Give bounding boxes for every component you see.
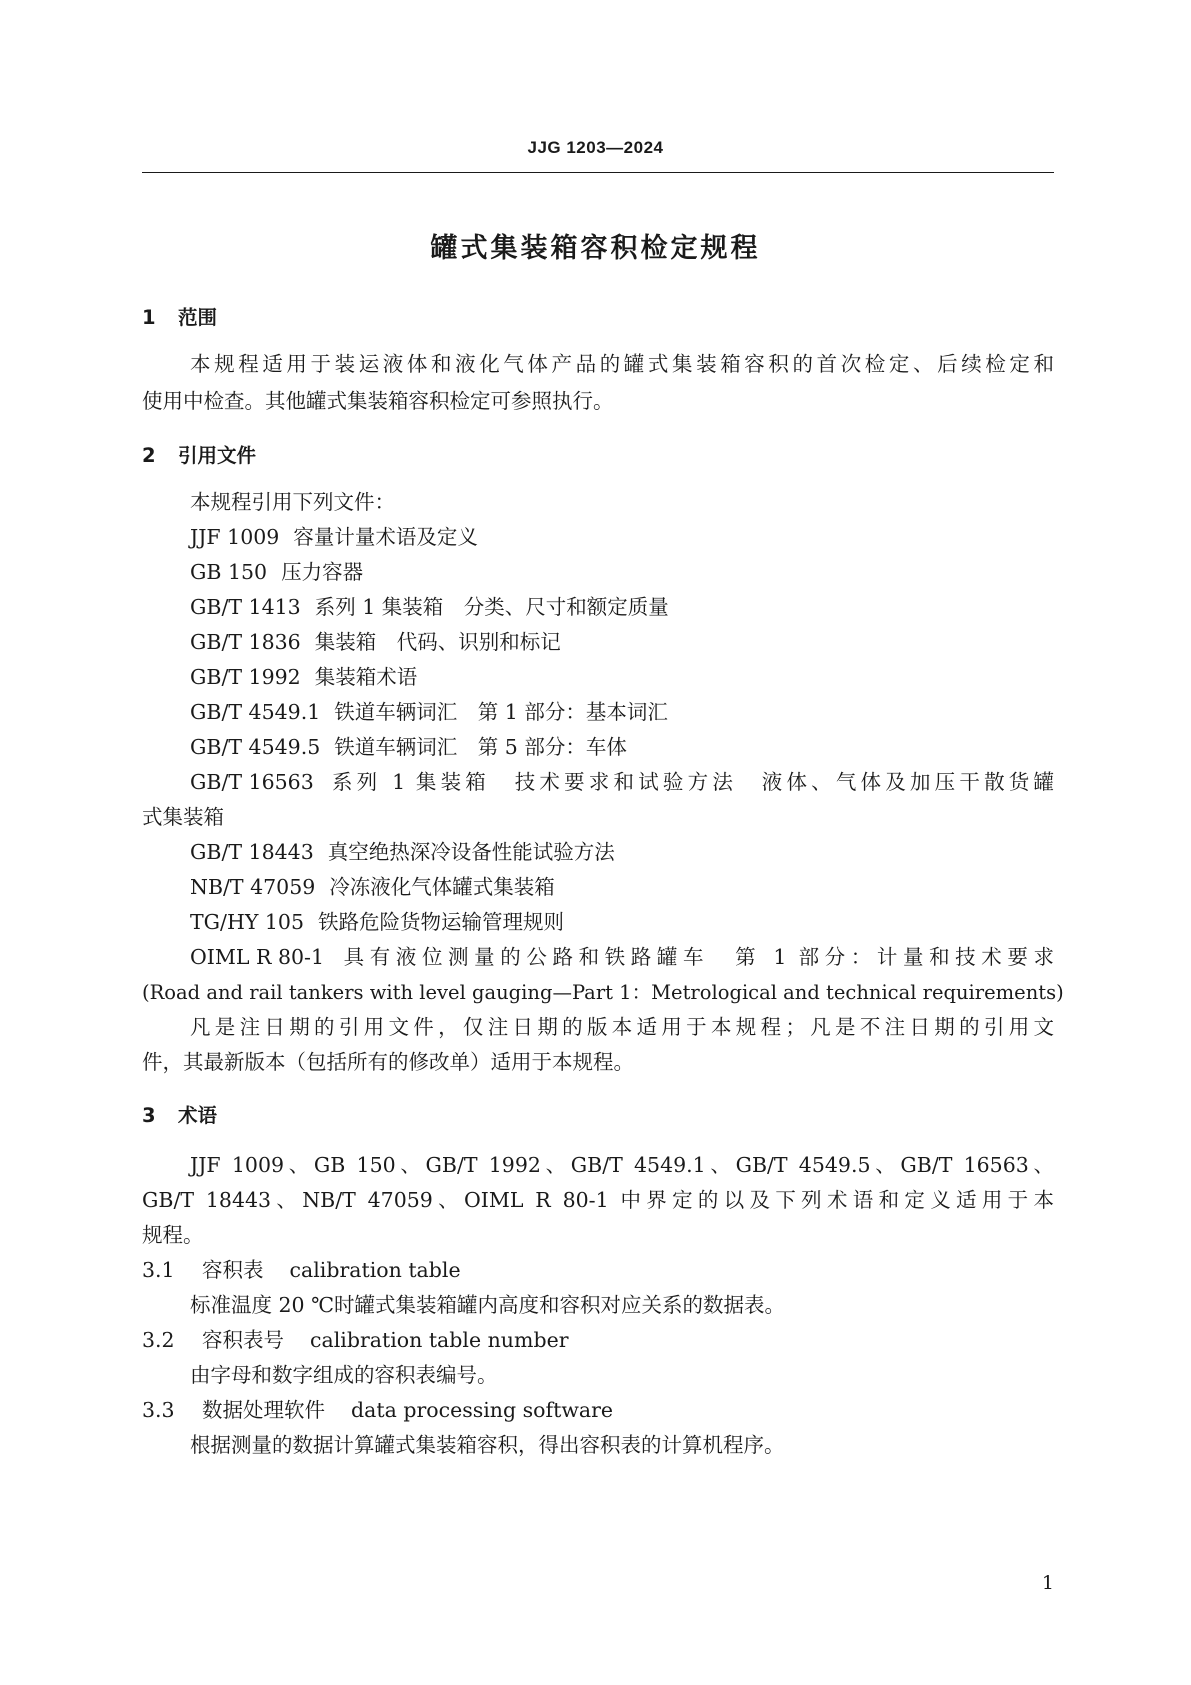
document-title: 罐式集装箱容积检定规程 <box>430 233 761 264</box>
reference-english-title: (Road and rail tankers with level gauging—Part 1：Metrological and technical requirements) <box>142 981 1064 1004</box>
reference-title: 铁道车辆词汇 第 5 部分：车体 <box>334 735 627 759</box>
references-note-line-2: 件，其最新版本（包括所有的修改单）适用于本规程。 <box>142 1050 634 1074</box>
reference-title: 集装箱 代码、识别和标记 <box>314 630 561 654</box>
term-english: calibration table <box>289 1258 461 1282</box>
reference-item <box>190 624 1054 661</box>
term-number: 3.1 <box>142 1258 175 1282</box>
section-number: 3 <box>142 1104 156 1127</box>
term-definition: 标准温度 20 ℃时罐式集装箱罐内高度和容积对应关系的数据表。 <box>190 1293 786 1317</box>
term-heading <box>142 1322 569 1359</box>
header-rule <box>142 172 1054 173</box>
references-note-line-1: 凡是注日期的引用文件，仅注日期的版本适用于本规程；凡是不注日期的引用文 <box>190 1015 1054 1039</box>
term-heading <box>142 1252 461 1289</box>
section-1-heading <box>142 302 217 330</box>
term-definition: 根据测量的数据计算罐式集装箱容积，得出容积表的计算机程序。 <box>190 1433 785 1457</box>
section-title: 引用文件 <box>178 444 257 467</box>
section-1-paragraph-line-2: 使用中检查。其他罐式集装箱容积检定可参照执行。 <box>142 389 614 413</box>
term-english: calibration table number <box>310 1328 569 1352</box>
reference-code: OIML R 80-1 <box>190 945 325 969</box>
reference-title: 集装箱术语 <box>314 665 418 689</box>
section-title: 范围 <box>178 306 218 329</box>
section-number: 2 <box>142 444 156 467</box>
term-chinese: 数据处理软件 <box>202 1398 325 1422</box>
reference-title: 铁路危险货物运输管理规则 <box>318 910 565 934</box>
reference-code: GB 150 <box>190 560 268 584</box>
document-code: JJG 1203—2024 <box>527 138 664 157</box>
reference-code: GB/T 4549.5 <box>190 735 321 759</box>
reference-code: NB/T 47059 <box>190 875 316 899</box>
reference-title: 系列 1 集装箱 分类、尺寸和额定质量 <box>314 595 669 619</box>
reference-title: 容量计量术语及定义 <box>293 525 478 549</box>
reference-code: GB/T 1836 <box>190 630 301 654</box>
reference-code: JJF 1009 <box>190 525 280 549</box>
reference-code: TG/HY 105 <box>190 910 305 934</box>
reference-title: 冷冻液化气体罐式集装箱 <box>329 875 555 899</box>
reference-code: GB/T 1992 <box>190 665 301 689</box>
reference-item <box>190 869 1054 906</box>
section-3-heading <box>142 1100 217 1128</box>
reference-item <box>190 694 1054 731</box>
reference-code: GB/T 16563 <box>190 770 314 794</box>
reference-item <box>190 939 1054 976</box>
reference-item <box>190 659 1054 696</box>
reference-item-continuation: 式集装箱 <box>142 805 224 829</box>
section-2-heading <box>142 440 256 468</box>
reference-item <box>190 729 1054 766</box>
section-1-paragraph-line-1: 本规程适用于装运液体和液化气体产品的罐式集装箱容积的首次检定、后续检定和 <box>190 352 1054 376</box>
section-title: 术语 <box>178 1104 218 1127</box>
section-number: 1 <box>142 306 156 329</box>
term-heading <box>142 1392 613 1429</box>
reference-title: 系列 1 集装箱 技术要求和试验方法 液体、气体及加压干散货罐 <box>327 770 1054 794</box>
reference-code: GB/T 4549.1 <box>190 700 321 724</box>
reference-title: 具有液位测量的公路和铁路罐车 第 1 部分：计量和技术要求 <box>338 945 1054 969</box>
reference-item <box>190 764 1054 801</box>
reference-title: 真空绝热深冷设备性能试验方法 <box>327 840 615 864</box>
term-chinese: 容积表号 <box>202 1328 284 1352</box>
reference-item <box>190 904 1054 941</box>
terms-intro-line-2: GB/T 18443、NB/T 47059、OIML R 80-1 中界定的以及下列术语和定义适用于本 <box>142 1188 1054 1212</box>
reference-title: 铁道车辆词汇 第 1 部分：基本词汇 <box>334 700 668 724</box>
term-number: 3.3 <box>142 1398 175 1422</box>
term-definition: 由字母和数字组成的容积表编号。 <box>190 1363 498 1387</box>
reference-item <box>190 834 1054 871</box>
terms-intro-line-1: JJF 1009、GB 150、GB/T 1992、GB/T 4549.1、GB/T 4549.5、GB/T 16563、 <box>190 1153 1054 1177</box>
page-number: 1 <box>1041 1572 1054 1594</box>
term-english: data processing software <box>351 1398 614 1422</box>
reference-item <box>190 589 1054 626</box>
reference-code: GB/T 18443 <box>190 840 314 864</box>
terms-intro-line-3: 规程。 <box>142 1223 204 1247</box>
reference-code: GB/T 1413 <box>190 595 301 619</box>
term-chinese: 容积表 <box>202 1258 264 1282</box>
term-number: 3.2 <box>142 1328 175 1352</box>
reference-item <box>190 554 1054 591</box>
references-intro: 本规程引用下列文件： <box>190 490 395 514</box>
reference-title: 压力容器 <box>281 560 364 584</box>
reference-item <box>190 519 1054 556</box>
